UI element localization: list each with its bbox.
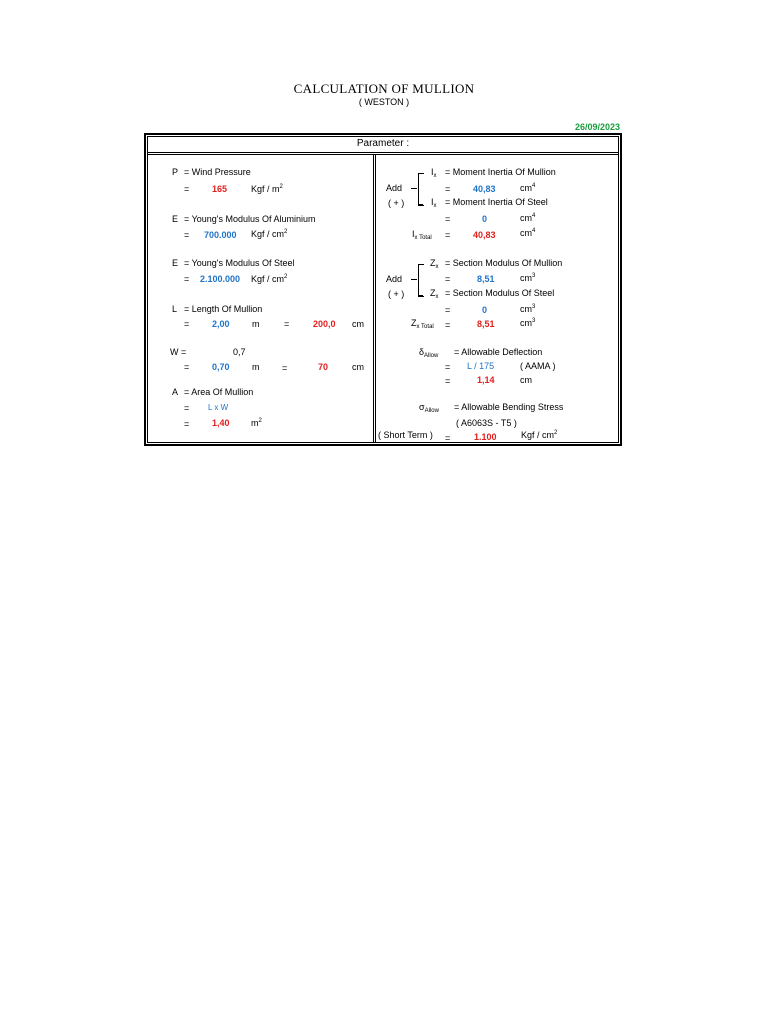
ix-brace-top <box>419 173 423 174</box>
l-symbol: L <box>172 304 178 314</box>
zx2-eq: = <box>445 305 451 315</box>
zx-brace-tick <box>411 279 417 280</box>
sigma-term: ( Short Term ) <box>378 430 433 440</box>
delta-desc: = Allowable Deflection <box>454 347 543 357</box>
zx-total-unit: $cm^3$ <box>520 318 536 328</box>
ix-plus-label: ( + ) <box>388 198 405 208</box>
a-symbol: A <box>172 387 179 397</box>
p-desc: = Wind Pressure <box>184 167 251 177</box>
ix2-value: 0 <box>482 214 488 224</box>
ix1-desc: = Moment Inertia Of Mullion <box>445 167 556 177</box>
date-label: 26/09/2023 <box>574 122 620 132</box>
e-alu-desc: = Young's Modulus Of Aluminium <box>184 214 316 224</box>
zx2-unit: $cm^3$ <box>520 304 536 314</box>
l-eq2: = <box>284 319 290 329</box>
zx-brace-top <box>419 264 423 265</box>
e-steel-unit: Kgf / $cm^2$ <box>251 274 288 284</box>
e-alu-symbol: E <box>172 214 179 224</box>
sigma-desc: = Allowable Bending Stress <box>454 402 564 412</box>
ix-total-eq: = <box>445 230 451 240</box>
w-eq: = <box>184 362 190 372</box>
ix2-desc: = Moment Inertia Of Steel <box>445 197 548 207</box>
w-symbol: W = <box>170 347 187 357</box>
w-raw-value: 0,7 <box>233 347 246 357</box>
ix1-value: 40,83 <box>473 184 496 194</box>
e-steel-value: 2.100.000 <box>200 274 241 284</box>
zx-total-eq: = <box>445 320 451 330</box>
ix2-eq: = <box>445 214 451 224</box>
l-value-cm: 200,0 <box>313 319 336 329</box>
e-steel-desc: = Young's Modulus Of Steel <box>184 258 295 268</box>
sigma-alloy: ( A6063S - T5 ) <box>456 418 517 428</box>
e-alu-value: 700.000 <box>204 230 237 240</box>
ix-brace-bottom <box>419 204 423 205</box>
zx-add-label: Add <box>386 274 403 284</box>
l-unit-m: m <box>252 319 260 329</box>
zx1-desc: = Section Modulus Of Mullion <box>445 258 563 268</box>
zx1-symbol: $Z_x$ <box>430 258 439 270</box>
delta-eq2: = <box>445 376 451 386</box>
delta-ratio: L / 175 <box>467 361 495 371</box>
delta-value: 1,14 <box>477 375 495 385</box>
a-formula: L x W <box>208 403 229 412</box>
ix-total-value: 40,83 <box>473 230 496 240</box>
column-divider <box>373 154 376 443</box>
ix1-symbol: $I_x$ <box>431 167 437 179</box>
zx2-desc: = Section Modulus Of Steel <box>445 288 555 298</box>
w-unit-m: m <box>252 362 260 372</box>
ix1-unit: $cm^4$ <box>520 183 536 193</box>
p-value: 165 <box>212 184 228 194</box>
project-name: ( WESTON ) <box>358 97 410 107</box>
w-eq2: = <box>282 363 288 373</box>
zx-plus-label: ( + ) <box>388 289 405 299</box>
zx2-value: 0 <box>482 305 488 315</box>
a-desc: = Area Of Mullion <box>184 387 254 397</box>
delta-standard: ( AAMA ) <box>520 361 556 371</box>
delta-unit: cm <box>520 375 532 385</box>
e-steel-symbol: E <box>172 258 179 268</box>
ix1-eq: = <box>445 184 451 194</box>
a-eq1: = <box>184 403 190 413</box>
sigma-value: 1.100 <box>474 432 497 442</box>
zx1-value: 8,51 <box>477 274 495 284</box>
header-divider-2 <box>147 154 619 155</box>
ix-add-label: Add <box>386 183 403 193</box>
l-desc: = Length Of Mullion <box>184 304 263 314</box>
e-alu-eq: = <box>184 230 190 240</box>
w-unit-cm: cm <box>352 362 364 372</box>
zx-total-symbol: $Z_{x Total}$ <box>411 318 434 330</box>
p-eq: = <box>184 184 190 194</box>
e-steel-eq: = <box>184 274 190 284</box>
a-value: 1,40 <box>212 418 230 428</box>
zx2-symbol: $Z_x$ <box>430 288 439 300</box>
a-unit: $m^2$ <box>251 418 262 428</box>
l-value-m: 2,00 <box>212 319 230 329</box>
p-unit: Kgf / $m^2$ <box>251 184 283 194</box>
zx-total-value: 8,51 <box>477 319 495 329</box>
delta-eq1: = <box>445 362 451 372</box>
a-eq2: = <box>184 419 190 429</box>
header-divider <box>147 152 619 153</box>
sigma-unit: Kgf / $cm^2$ <box>521 430 558 440</box>
e-alu-unit: Kgf / $cm^2$ <box>251 229 288 239</box>
zx-brace-icon <box>418 264 424 297</box>
ix-brace-icon <box>418 173 424 206</box>
ix2-unit: $cm^4$ <box>520 213 536 223</box>
l-eq: = <box>184 319 190 329</box>
zx1-eq: = <box>445 274 451 284</box>
w-value-cm: 70 <box>318 362 329 372</box>
ix2-symbol: $I_x$ <box>431 197 437 209</box>
ix-total-symbol: $I_{x Total}$ <box>412 229 432 241</box>
ix-total-unit: $cm^4$ <box>520 228 536 238</box>
zx1-unit: $cm^3$ <box>520 273 536 283</box>
p-symbol: P <box>172 167 179 177</box>
sigma-eq: = <box>445 433 451 443</box>
sigma-symbol: $\sigma_{Allow}$ <box>419 402 439 414</box>
w-value-m: 0,70 <box>212 362 230 372</box>
parameter-heading: Parameter : <box>356 138 410 149</box>
page-title: CALCULATION OF MULLION <box>293 81 475 96</box>
delta-symbol: $\delta_{Allow}$ <box>419 347 439 359</box>
l-unit-cm: cm <box>352 319 364 329</box>
zx-brace-bottom <box>419 295 423 296</box>
ix-brace-tick <box>411 188 417 189</box>
